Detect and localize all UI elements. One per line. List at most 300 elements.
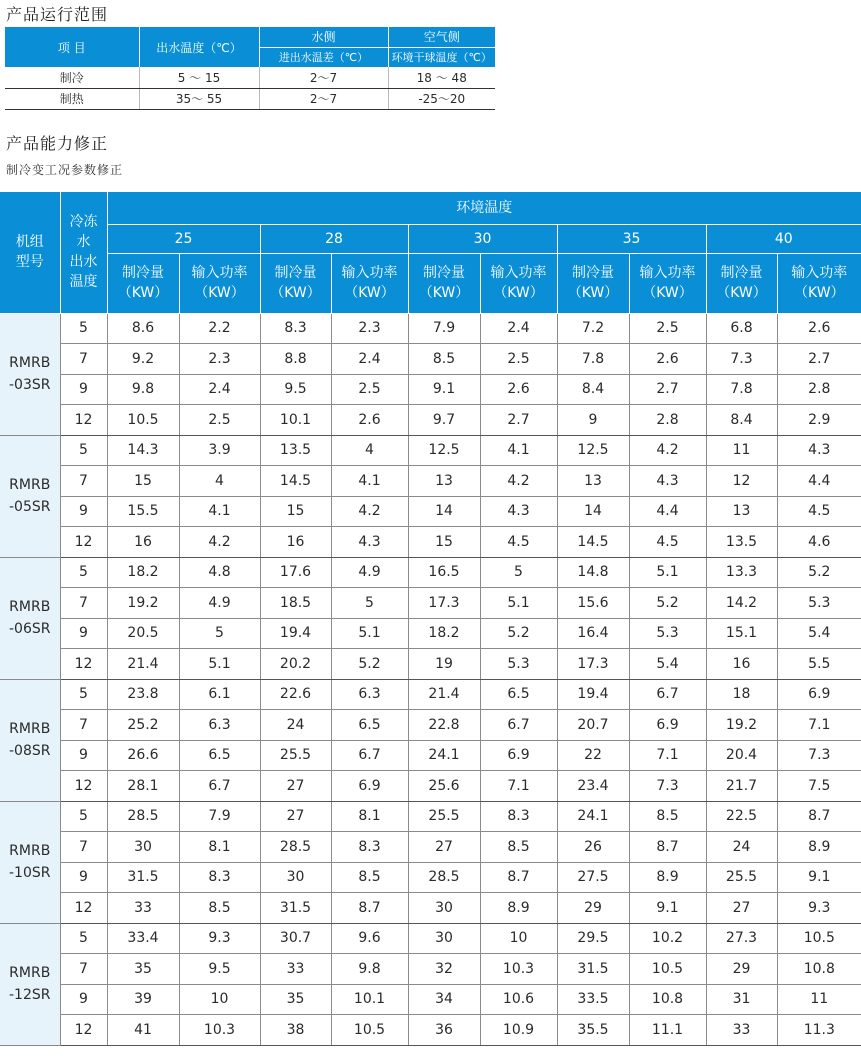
power-value: 9.8 — [331, 954, 408, 985]
cooling-value: 28.5 — [107, 801, 179, 832]
header-water-side: 水侧 — [259, 27, 388, 47]
power-value: 8.7 — [777, 801, 861, 832]
cooling-value: 16 — [107, 527, 179, 558]
cooling-value: 18 — [706, 679, 777, 710]
range-row — [5, 67, 495, 88]
power-value: 4.1 — [179, 496, 260, 527]
power-value: 2.6 — [629, 344, 706, 375]
table-row — [0, 1015, 861, 1046]
table-row — [0, 435, 861, 466]
cooling-value: 30 — [408, 923, 480, 954]
power-value: 2.9 — [777, 405, 861, 436]
power-value: 5.3 — [480, 649, 557, 680]
power-value: 6.5 — [480, 679, 557, 710]
table-row — [0, 862, 861, 893]
cooling-value: 7.8 — [557, 344, 629, 375]
power-value: 8.7 — [480, 862, 557, 893]
table-row — [0, 679, 861, 710]
section-subtitle: 制冷变工况参数修正 — [6, 163, 124, 177]
power-value: 5.4 — [629, 649, 706, 680]
power-value: 2.7 — [629, 374, 706, 405]
cooling-value: 33 — [260, 954, 331, 985]
power-value: 7.3 — [777, 740, 861, 771]
power-value: 10.5 — [331, 1015, 408, 1046]
table-row — [0, 893, 861, 924]
cooling-value: 14.3 — [107, 435, 179, 466]
power-value: 8.5 — [629, 801, 706, 832]
power-value: 8.9 — [777, 832, 861, 863]
water-temp-cell: 12 — [60, 771, 107, 802]
cooling-value: 22.8 — [408, 710, 480, 741]
water-temp-cell: 5 — [60, 557, 107, 588]
header-input-power: 输入功率 （KW） — [629, 253, 706, 313]
power-value: 8.9 — [480, 893, 557, 924]
power-value: 10.8 — [629, 984, 706, 1015]
power-value: 10.5 — [777, 923, 861, 954]
cooling-value: 24.1 — [408, 740, 480, 771]
power-value: 6.9 — [777, 679, 861, 710]
cooling-value: 20.5 — [107, 618, 179, 649]
power-value: 5 — [331, 588, 408, 619]
cooling-value: 31.5 — [557, 954, 629, 985]
header-cooling-capacity: 制冷量 （KW） — [260, 253, 331, 313]
water-temp-cell: 9 — [60, 862, 107, 893]
cooling-value: 32 — [408, 954, 480, 985]
cooling-value: 31 — [706, 984, 777, 1015]
cooling-value: 30.7 — [260, 923, 331, 954]
power-value: 10 — [480, 923, 557, 954]
power-value: 8.3 — [179, 862, 260, 893]
cooling-value: 24.1 — [557, 801, 629, 832]
cooling-value: 23.4 — [557, 771, 629, 802]
power-value: 2.7 — [480, 405, 557, 436]
table-row — [0, 801, 861, 832]
power-value: 9.5 — [179, 954, 260, 985]
header-ambient-30: 30 — [408, 224, 557, 253]
cooling-value: 14 — [408, 496, 480, 527]
water-temp-cell: 7 — [60, 954, 107, 985]
water-temp-cell: 5 — [60, 679, 107, 710]
table-row — [0, 832, 861, 863]
cooling-value: 8.3 — [260, 313, 331, 344]
power-value: 2.8 — [777, 374, 861, 405]
cooling-value: 38 — [260, 1015, 331, 1046]
cooling-value: 7.3 — [706, 344, 777, 375]
cooling-value: 9.7 — [408, 405, 480, 436]
power-value: 4.5 — [777, 496, 861, 527]
header-item: 项 目 — [5, 27, 139, 67]
operating-range-table — [5, 27, 495, 110]
cooling-value: 18.5 — [260, 588, 331, 619]
power-value: 2.5 — [480, 344, 557, 375]
model-cell: RMRB -06SR — [0, 557, 60, 679]
table-row — [0, 313, 861, 344]
cooling-value: 25.5 — [408, 801, 480, 832]
cooling-value: 19.2 — [706, 710, 777, 741]
cooling-value: 18.2 — [408, 618, 480, 649]
cooling-value: 8.4 — [557, 374, 629, 405]
power-value: 6.3 — [179, 710, 260, 741]
header-ambient-35: 35 — [557, 224, 706, 253]
range-delta: 2～7 — [259, 88, 388, 109]
power-value: 4.5 — [480, 527, 557, 558]
cooling-value: 8.6 — [107, 313, 179, 344]
water-temp-cell: 7 — [60, 710, 107, 741]
power-value: 8.3 — [480, 801, 557, 832]
section-title-capacity-correction: 产品能力修正 — [6, 134, 109, 153]
cooling-value: 16 — [260, 527, 331, 558]
power-value: 8.7 — [629, 832, 706, 863]
table-row — [0, 923, 861, 954]
power-value: 7.9 — [179, 801, 260, 832]
cooling-value: 35.5 — [557, 1015, 629, 1046]
cooling-value: 15.1 — [706, 618, 777, 649]
cooling-value: 29 — [557, 893, 629, 924]
range-outlet: 35～ 55 — [139, 88, 259, 109]
power-value: 6.9 — [331, 771, 408, 802]
power-value: 5.5 — [777, 649, 861, 680]
power-value: 4.4 — [777, 466, 861, 497]
cooling-value: 16.5 — [408, 557, 480, 588]
cooling-value: 16 — [706, 649, 777, 680]
power-value: 4.1 — [331, 466, 408, 497]
power-value: 10.1 — [331, 984, 408, 1015]
cooling-value: 39 — [107, 984, 179, 1015]
power-value: 9.1 — [777, 862, 861, 893]
cooling-value: 33 — [107, 893, 179, 924]
table-row — [0, 710, 861, 741]
cooling-value: 27 — [260, 801, 331, 832]
power-value: 2.7 — [777, 344, 861, 375]
cooling-value: 18.2 — [107, 557, 179, 588]
cooling-value: 33.5 — [557, 984, 629, 1015]
model-cell: RMRB -08SR — [0, 679, 60, 801]
cooling-value: 24 — [260, 710, 331, 741]
power-value: 8.5 — [331, 862, 408, 893]
water-temp-cell: 12 — [60, 893, 107, 924]
power-value: 9.3 — [179, 923, 260, 954]
power-value: 4.2 — [179, 527, 260, 558]
power-value: 4.2 — [331, 496, 408, 527]
power-value: 5.1 — [480, 588, 557, 619]
water-temp-cell: 7 — [60, 466, 107, 497]
model-cell: RMRB -10SR — [0, 801, 60, 923]
cooling-value: 15.5 — [107, 496, 179, 527]
model-cell: RMRB -05SR — [0, 435, 60, 557]
power-value: 4 — [179, 466, 260, 497]
range-outlet: 5 ～ 15 — [139, 67, 259, 88]
water-temp-cell: 9 — [60, 984, 107, 1015]
cooling-value: 25.5 — [706, 862, 777, 893]
power-value: 4.6 — [777, 527, 861, 558]
cooling-value: 33.4 — [107, 923, 179, 954]
cooling-value: 6.8 — [706, 313, 777, 344]
cooling-value: 28.5 — [408, 862, 480, 893]
header-ambient-40: 40 — [706, 224, 861, 253]
cooling-value: 8.8 — [260, 344, 331, 375]
capacity-correction-table — [0, 192, 861, 1046]
cooling-value: 16.4 — [557, 618, 629, 649]
power-value: 5.2 — [480, 618, 557, 649]
model-cell: RMRB -03SR — [0, 313, 60, 435]
table-row — [0, 954, 861, 985]
power-value: 5.2 — [777, 557, 861, 588]
cooling-value: 30 — [107, 832, 179, 863]
power-value: 2.8 — [629, 405, 706, 436]
power-value: 5.2 — [331, 649, 408, 680]
table-row — [0, 740, 861, 771]
header-model: 机组 型号 — [0, 192, 60, 313]
cooling-value: 30 — [408, 893, 480, 924]
power-value: 4.1 — [480, 435, 557, 466]
range-ambient: -25～20 — [388, 88, 495, 109]
power-value: 5 — [480, 557, 557, 588]
power-value: 10.3 — [179, 1015, 260, 1046]
cooling-value: 10.5 — [107, 405, 179, 436]
cooling-value: 36 — [408, 1015, 480, 1046]
cooling-value: 11 — [706, 435, 777, 466]
water-temp-cell: 9 — [60, 374, 107, 405]
header-cooling-capacity: 制冷量 （KW） — [107, 253, 179, 313]
power-value: 11.3 — [777, 1015, 861, 1046]
power-value: 8.5 — [480, 832, 557, 863]
range-mode: 制热 — [5, 88, 139, 109]
power-value: 7.3 — [629, 771, 706, 802]
cooling-value: 12.5 — [408, 435, 480, 466]
cooling-value: 20.2 — [260, 649, 331, 680]
table-row — [0, 374, 861, 405]
header-cooling-capacity: 制冷量 （KW） — [557, 253, 629, 313]
power-value: 5.1 — [179, 649, 260, 680]
power-value: 5.4 — [777, 618, 861, 649]
cooling-value: 19 — [408, 649, 480, 680]
header-input-power: 输入功率 （KW） — [179, 253, 260, 313]
power-value: 6.5 — [179, 740, 260, 771]
power-value: 2.3 — [179, 344, 260, 375]
water-temp-cell: 12 — [60, 405, 107, 436]
power-value: 4 — [331, 435, 408, 466]
cooling-value: 19.4 — [260, 618, 331, 649]
cooling-value: 22.6 — [260, 679, 331, 710]
cooling-value: 14 — [557, 496, 629, 527]
header-cooling-capacity: 制冷量 （KW） — [408, 253, 480, 313]
cooling-value: 17.6 — [260, 557, 331, 588]
power-value: 10.5 — [629, 954, 706, 985]
power-value: 2.4 — [179, 374, 260, 405]
cooling-value: 12.5 — [557, 435, 629, 466]
power-value: 10.3 — [480, 954, 557, 985]
power-value: 9.6 — [331, 923, 408, 954]
water-temp-cell: 7 — [60, 588, 107, 619]
power-value: 2.5 — [331, 374, 408, 405]
cooling-value: 15 — [107, 466, 179, 497]
cooling-value: 12 — [706, 466, 777, 497]
header-ambient-25: 25 — [107, 224, 260, 253]
water-temp-cell: 5 — [60, 313, 107, 344]
power-value: 7.1 — [480, 771, 557, 802]
cooling-value: 31.5 — [107, 862, 179, 893]
section-title-operating-range: 产品运行范围 — [6, 5, 109, 24]
model-cell: RMRB -12SR — [0, 923, 60, 1045]
cooling-value: 8.5 — [408, 344, 480, 375]
header-outlet-temp: 出水温度（℃） — [139, 27, 259, 67]
power-value: 7.1 — [629, 740, 706, 771]
cooling-value: 23.8 — [107, 679, 179, 710]
power-value: 4.8 — [179, 557, 260, 588]
cooling-value: 19.4 — [557, 679, 629, 710]
power-value: 9.1 — [629, 893, 706, 924]
water-temp-cell: 5 — [60, 923, 107, 954]
water-temp-cell: 12 — [60, 527, 107, 558]
table-row — [0, 496, 861, 527]
cooling-value: 21.4 — [408, 679, 480, 710]
cooling-value: 13.3 — [706, 557, 777, 588]
cooling-value: 13 — [557, 466, 629, 497]
table-row — [0, 405, 861, 436]
power-value: 6.5 — [331, 710, 408, 741]
power-value: 8.5 — [179, 893, 260, 924]
power-value: 4.9 — [331, 557, 408, 588]
table-row — [0, 618, 861, 649]
power-value: 8.3 — [331, 832, 408, 863]
power-value: 6.3 — [331, 679, 408, 710]
cooling-value: 10.1 — [260, 405, 331, 436]
cooling-value: 27.3 — [706, 923, 777, 954]
water-temp-cell: 9 — [60, 740, 107, 771]
cooling-value: 7.9 — [408, 313, 480, 344]
cooling-value: 27 — [706, 893, 777, 924]
cooling-value: 28.1 — [107, 771, 179, 802]
power-value: 4.3 — [629, 466, 706, 497]
cooling-value: 27 — [408, 832, 480, 863]
cooling-value: 28.5 — [260, 832, 331, 863]
power-value: 7.5 — [777, 771, 861, 802]
water-temp-cell: 5 — [60, 435, 107, 466]
header-cooling-capacity: 制冷量 （KW） — [706, 253, 777, 313]
header-ambient-temp: 环境温度 — [107, 192, 861, 224]
power-value: 2.4 — [331, 344, 408, 375]
water-temp-cell: 9 — [60, 618, 107, 649]
power-value: 2.4 — [480, 313, 557, 344]
table-row — [0, 588, 861, 619]
table-row — [0, 771, 861, 802]
power-value: 2.5 — [629, 313, 706, 344]
cooling-value: 22.5 — [706, 801, 777, 832]
cooling-value: 7.8 — [706, 374, 777, 405]
power-value: 6.1 — [179, 679, 260, 710]
power-value: 2.5 — [179, 405, 260, 436]
cooling-value: 30 — [260, 862, 331, 893]
cooling-value: 20.7 — [557, 710, 629, 741]
power-value: 6.9 — [480, 740, 557, 771]
range-delta: 2～7 — [259, 67, 388, 88]
cooling-value: 15 — [260, 496, 331, 527]
cooling-value: 29.5 — [557, 923, 629, 954]
power-value: 6.7 — [331, 740, 408, 771]
power-value: 4.2 — [629, 435, 706, 466]
range-mode: 制冷 — [5, 67, 139, 88]
cooling-value: 9.5 — [260, 374, 331, 405]
cooling-value: 35 — [260, 984, 331, 1015]
power-value: 2.6 — [777, 313, 861, 344]
cooling-value: 13 — [706, 496, 777, 527]
power-value: 5.3 — [629, 618, 706, 649]
power-value: 11 — [777, 984, 861, 1015]
cooling-value: 21.4 — [107, 649, 179, 680]
power-value: 5.1 — [629, 557, 706, 588]
cooling-value: 14.8 — [557, 557, 629, 588]
power-value: 11.1 — [629, 1015, 706, 1046]
table-row — [0, 344, 861, 375]
power-value: 5 — [179, 618, 260, 649]
power-value: 4.2 — [480, 466, 557, 497]
power-value: 5.1 — [331, 618, 408, 649]
header-ambient-dry-bulb: 环境干球温度（℃） — [388, 47, 495, 67]
cooling-value: 41 — [107, 1015, 179, 1046]
cooling-value: 25.2 — [107, 710, 179, 741]
cooling-value: 25.5 — [260, 740, 331, 771]
power-value: 6.9 — [629, 710, 706, 741]
cooling-value: 25.6 — [408, 771, 480, 802]
cooling-value: 27.5 — [557, 862, 629, 893]
cooling-value: 27 — [260, 771, 331, 802]
power-value: 3.9 — [179, 435, 260, 466]
header-input-power: 输入功率 （KW） — [480, 253, 557, 313]
header-input-power: 输入功率 （KW） — [777, 253, 861, 313]
power-value: 10.6 — [480, 984, 557, 1015]
cooling-value: 17.3 — [408, 588, 480, 619]
power-value: 2.3 — [331, 313, 408, 344]
cooling-value: 29 — [706, 954, 777, 985]
cooling-value: 13.5 — [706, 527, 777, 558]
power-value: 5.2 — [629, 588, 706, 619]
power-value: 4.4 — [629, 496, 706, 527]
power-value: 2.2 — [179, 313, 260, 344]
header-air-side: 空气侧 — [388, 27, 495, 47]
cooling-value: 15.6 — [557, 588, 629, 619]
table-row — [0, 984, 861, 1015]
cooling-value: 20.4 — [706, 740, 777, 771]
power-value: 2.6 — [331, 405, 408, 436]
cooling-value: 33 — [706, 1015, 777, 1046]
power-value: 10.9 — [480, 1015, 557, 1046]
cooling-value: 14.2 — [706, 588, 777, 619]
header-input-power: 输入功率 （KW） — [331, 253, 408, 313]
power-value: 8.1 — [179, 832, 260, 863]
cooling-value: 35 — [107, 954, 179, 985]
header-ambient-28: 28 — [260, 224, 408, 253]
power-value: 10.2 — [629, 923, 706, 954]
table-row — [0, 527, 861, 558]
cooling-value: 9.8 — [107, 374, 179, 405]
power-value: 4.9 — [179, 588, 260, 619]
cooling-value: 13.5 — [260, 435, 331, 466]
cooling-value: 17.3 — [557, 649, 629, 680]
power-value: 10.8 — [777, 954, 861, 985]
table-row — [0, 557, 861, 588]
cooling-value: 9 — [557, 405, 629, 436]
power-value: 9.3 — [777, 893, 861, 924]
cooling-value: 21.7 — [706, 771, 777, 802]
range-ambient: 18 ～ 48 — [388, 67, 495, 88]
cooling-value: 26 — [557, 832, 629, 863]
power-value: 4.5 — [629, 527, 706, 558]
header-chilled-water-temp: 冷冻 水 出水 温度 — [60, 192, 107, 313]
cooling-value: 14.5 — [557, 527, 629, 558]
power-value: 4.3 — [777, 435, 861, 466]
power-value: 10 — [179, 984, 260, 1015]
cooling-value: 14.5 — [260, 466, 331, 497]
